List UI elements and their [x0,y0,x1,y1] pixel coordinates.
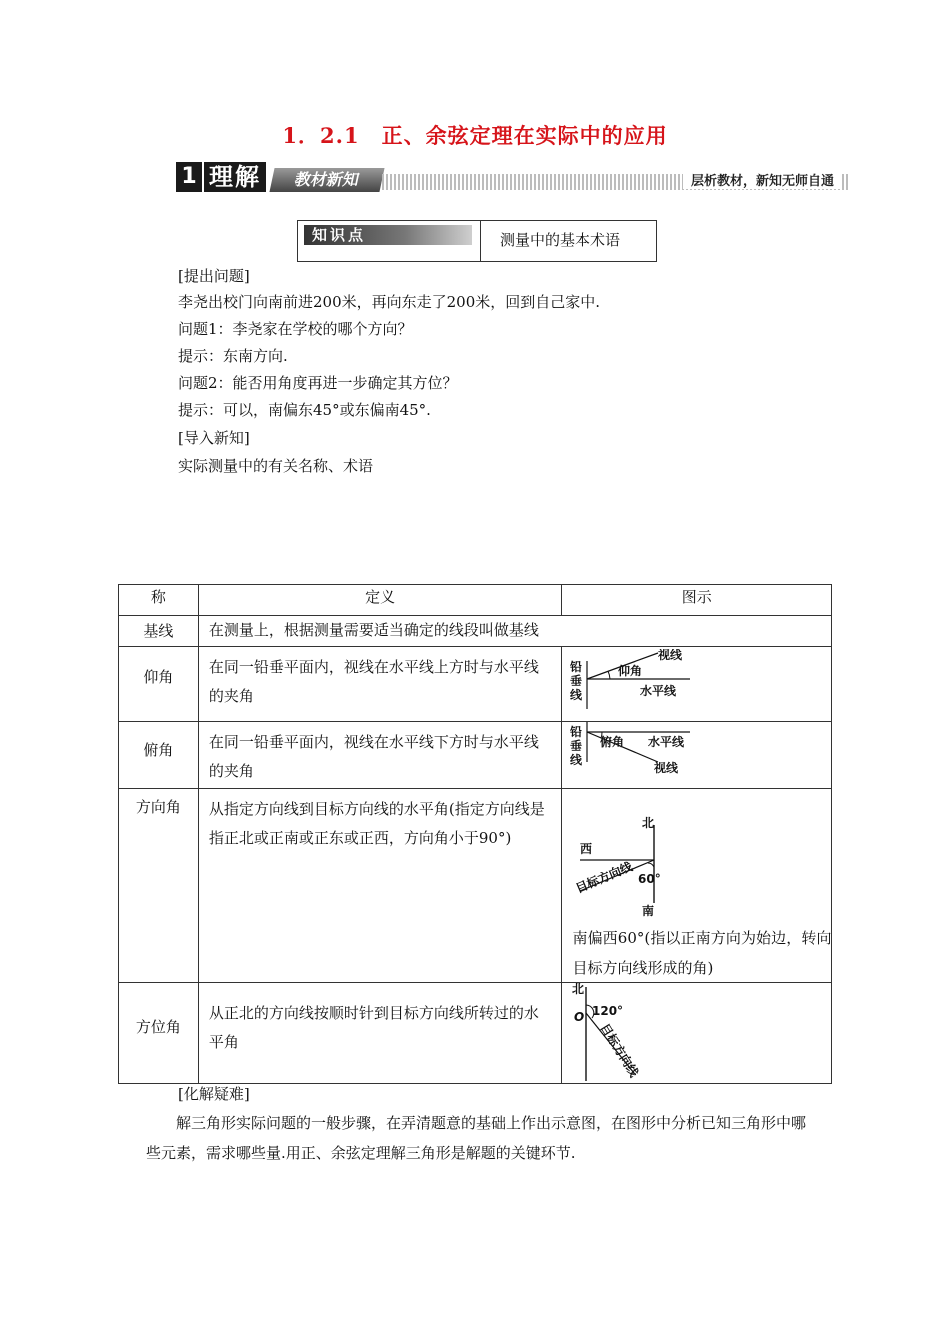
depression-angle-figure [562,722,832,789]
question-1: 问题1：李尧家在学校的哪个方向？ [178,320,413,338]
section-banner [176,158,848,198]
term-name: 仰角 [119,647,199,722]
term-name: 俯角 [119,722,199,789]
plumb-label-3: 线 [570,753,583,767]
header-definition: 定义 [198,585,562,616]
direction-angle-figure [562,789,832,983]
banner-number: 1 [176,162,202,192]
table-row [119,722,832,789]
plumb-label-2: 垂 [570,739,583,753]
north-label: 北 [642,816,655,830]
direction-diagram [572,815,692,919]
knowledge-point-box [297,220,657,262]
term-name: 方向角 [119,789,199,983]
divider [480,221,481,261]
north-label: 北 [572,983,585,996]
header-name: 称 [119,585,199,616]
paragraph: 解三角形实际问题的一般步骤，在弄清题意的基础上作出示意图，在图形中分析已知三角形中哪些元素，需求哪些量.用正、余弦定理解三角形是解题的关键环节. [146,1114,807,1162]
table-row [119,789,832,983]
west-label: 西 [580,842,593,856]
angle-label: 60° [638,872,662,886]
term-definition: 在同一铅垂平面内，视线在水平线下方时与水平线的夹角 [198,722,562,789]
heading-new-knowledge: [导入新知] [178,429,250,447]
page-title: 1．2.1 正、余弦定理在实际中的应用 [282,123,668,148]
angle-label: 120° [592,1004,624,1018]
plumb-label-3: 线 [570,688,583,702]
term-definition: 从正北的方向线按顺时针到目标方向线所转过的水平角 [198,983,562,1084]
sight-line-label: 视线 [654,761,679,775]
figure-caption: 南偏西60°(指以正南方向为始边，转向目标方向线形成的角) [572,929,832,977]
sight-line-label: 视线 [658,649,683,662]
plumb-label-1: 铅 [570,660,583,674]
banner-tagline: 层析教材，新知无师自通 [683,170,842,189]
south-label: 南 [642,904,655,918]
header-figure: 图示 [562,585,832,616]
horizontal-line-label: 水平线 [640,684,677,698]
knowledge-point-tag: 知识点 [304,225,472,245]
target-line-label: 目标方向线 [597,1021,642,1080]
plumb-label-2: 垂 [570,674,583,688]
term-name: 基线 [119,616,199,647]
knowledge-point-text: 测量中的基本术语 [500,231,621,249]
angle-label: 仰角 [618,664,643,678]
banner-main-label: 理解 [204,162,266,192]
heading-resolve-doubts: [化解疑难] [178,1085,250,1103]
elevation-angle-figure [562,647,832,722]
origin-label: O [574,1010,585,1024]
elevation-diagram [570,649,700,721]
horizontal-line-label: 水平线 [648,735,685,749]
azimuth-diagram [570,983,680,1081]
term-name: 方位角 [119,983,199,1084]
table-header-row [119,585,832,616]
term-definition: 在同一铅垂平面内，视线在水平线上方时与水平线的夹角 [198,647,562,722]
question-2: 问题2：能否用角度再进一步确定其方位？ [178,374,458,392]
paragraph: 实际测量中的有关名称、术语 [178,457,374,475]
target-line-label: 目标方向线 [574,859,635,896]
term-definition: 在测量上，根据测量需要适当确定的线段叫做基线 [198,616,831,647]
angle-label: 俯角 [600,735,625,749]
heading-raise-question: [提出问题] [178,267,250,285]
table-row [119,616,832,647]
banner-sub-label: 教材新知 [269,168,384,192]
azimuth-figure [562,983,832,1084]
hint-2: 提示：可以，南偏东45°或东偏南45°. [178,401,431,419]
plumb-label-1: 铅 [570,725,583,739]
table-row [119,647,832,722]
paragraph: 李尧出校门向南前进200米，再向东走了200米，回到自己家中. [178,293,601,311]
depression-diagram [570,722,700,784]
terms-table [118,584,832,1084]
term-definition: 从指定方向线到目标方向线的水平角(指定方向线是指正北或正南或正东或正西，方向角小于90°) [198,789,562,983]
table-row [119,983,832,1084]
hint-1: 提示：东南方向. [178,347,288,365]
